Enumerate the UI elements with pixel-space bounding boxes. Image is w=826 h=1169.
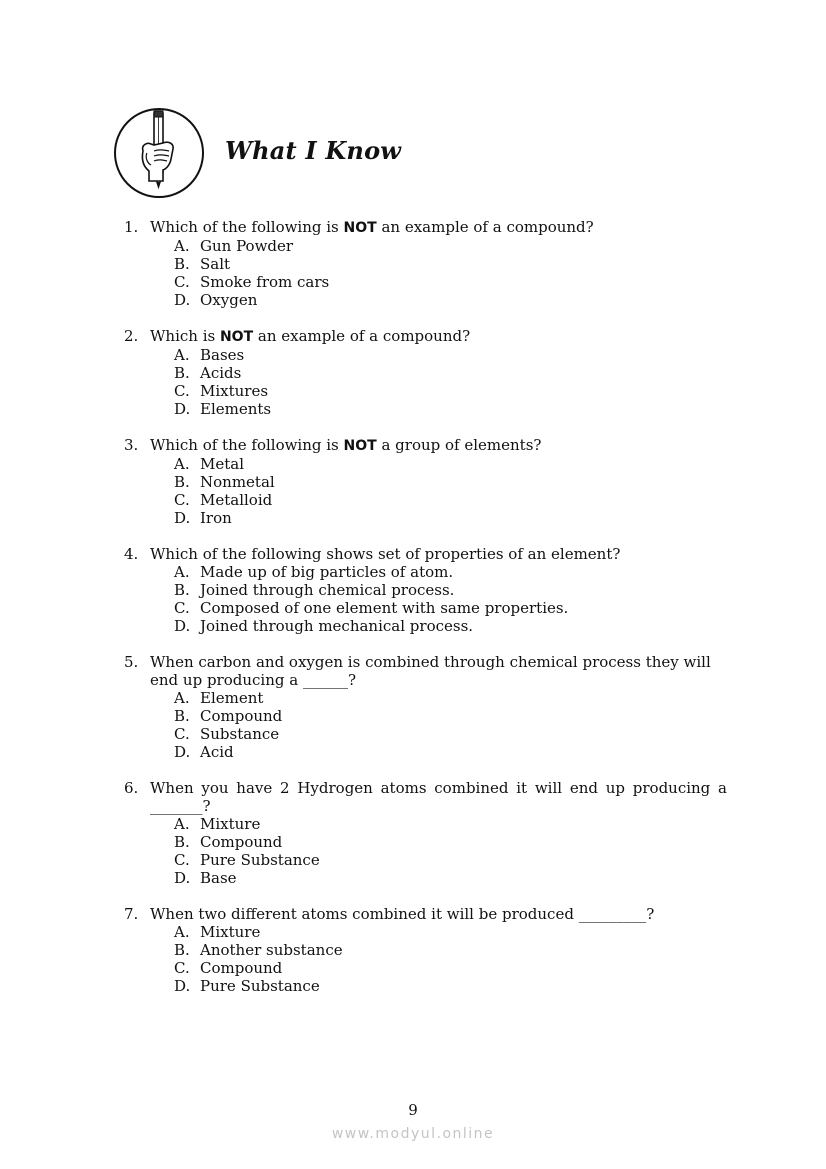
question-text: When you have 2 Hydrogen atoms combined it will end up producing a _______? <box>150 779 727 815</box>
choice-a: A. Mixture <box>174 815 261 833</box>
question-text: Which of the following shows set of properties of an element? <box>150 545 621 563</box>
choice-b: B. Compound <box>174 707 283 725</box>
choice-b: B. Joined through chemical process. <box>174 581 455 599</box>
choice-b: B. Salt <box>174 255 231 273</box>
question-number: 3. <box>124 436 139 454</box>
choice-b: B. Compound <box>174 833 283 851</box>
choice-a: A. Gun Powder <box>174 237 294 255</box>
choice-c: C. Mixtures <box>174 382 269 400</box>
question-1 <box>124 218 727 309</box>
choice-b: B. Another substance <box>174 941 343 959</box>
question-5 <box>124 653 727 761</box>
question-number: 7. <box>124 905 139 923</box>
choice-a: A. Made up of big particles of atom. <box>174 563 454 581</box>
choice-a: A. Element <box>174 689 264 707</box>
choice-c: C. Compound <box>174 959 283 977</box>
choice-c: C. Substance <box>174 725 280 743</box>
question-3 <box>124 436 727 527</box>
question-text: When carbon and oxygen is combined through chemical process they will end up producing a ______? <box>150 653 711 689</box>
question-number: 6. <box>124 779 139 797</box>
question-number: 5. <box>124 653 139 671</box>
question-text: When two different atoms combined it will be produced _________? <box>150 905 655 923</box>
choice-c: C. Pure Substance <box>174 851 320 869</box>
choice-c: C. Smoke from cars <box>174 273 330 291</box>
choice-d: D. Iron <box>174 509 232 527</box>
choice-b: B. Nonmetal <box>174 473 275 491</box>
choice-b: B. Acids <box>174 364 242 382</box>
choice-a: A. Mixture <box>174 923 261 941</box>
page-number: 9 <box>408 1101 418 1119</box>
hand-holding-pencil-icon <box>113 107 205 199</box>
choice-c: C. Metalloid <box>174 491 273 509</box>
question-number: 4. <box>124 545 139 563</box>
choice-d: D. Base <box>174 869 237 887</box>
choice-a: A. Metal <box>174 455 245 473</box>
question-text: Which is NOT an example of a compound? <box>150 327 471 345</box>
question-text: Which of the following is NOT a group of elements? <box>150 436 542 454</box>
question-list <box>124 218 727 1013</box>
choice-d: D. Acid <box>174 743 234 761</box>
question-4 <box>124 545 727 635</box>
choice-d: D. Oxygen <box>174 291 258 309</box>
question-number: 1. <box>124 218 139 236</box>
question-text: Which of the following is NOT an example of a compound? <box>150 218 594 236</box>
question-7 <box>124 905 727 995</box>
choice-d: D. Elements <box>174 400 272 418</box>
choice-d: D. Joined through mechanical process. <box>174 617 474 635</box>
watermark: www.modyul.online <box>331 1126 495 1142</box>
question-2 <box>124 327 727 418</box>
question-6 <box>124 779 727 887</box>
choice-a: A. Bases <box>174 346 245 364</box>
choice-c: C. Composed of one element with same properties. <box>174 599 569 617</box>
choice-d: D. Pure Substance <box>174 977 320 995</box>
section-title: What I Know <box>225 136 402 165</box>
question-number: 2. <box>124 327 139 345</box>
